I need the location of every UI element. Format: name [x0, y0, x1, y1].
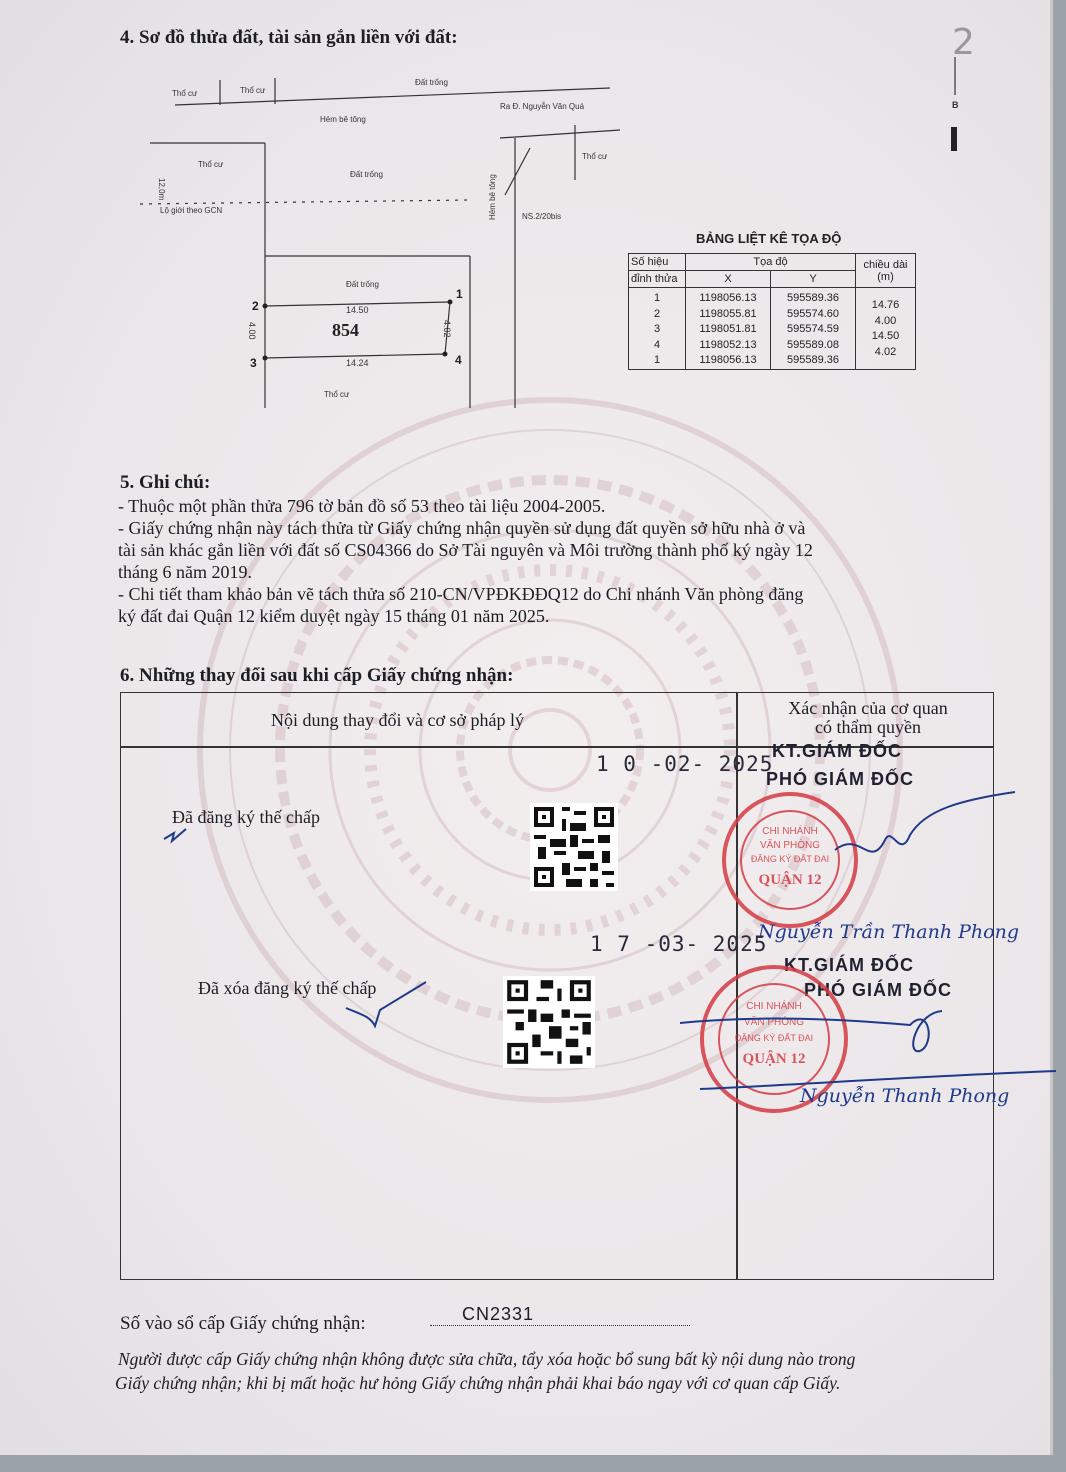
- map-label-dat-trong-top: Đất trống: [415, 78, 448, 87]
- north-label: B: [952, 100, 959, 110]
- changes-header-authority: [763, 699, 973, 737]
- parcel-number: 854: [332, 320, 359, 340]
- authority-line-2: có thẩm quyền: [815, 717, 921, 737]
- entry-2-date: 1 7 -03- 2025: [590, 932, 768, 956]
- table-cell: 595589.08: [787, 338, 839, 351]
- changes-header-content: Nội dung thay đổi và cơ sở pháp lý: [271, 710, 525, 730]
- footer-warning-2: Giấy chứng nhận; khi bị mất hoặc hư hỏng Giấy chứng nhận phải khai báo ngay với cơ quan cấp Giấy.: [115, 1373, 841, 1393]
- map-edge-left: 4.00: [247, 322, 257, 340]
- qr-code-icon: [530, 803, 618, 891]
- vertex-2: 2: [252, 299, 259, 313]
- table-cell: 595574.59: [787, 323, 839, 335]
- table-cell: 14.50: [871, 330, 900, 342]
- qr-code-icon: [503, 976, 595, 1068]
- table-cell: 1198052.13: [699, 338, 757, 351]
- seal-text: QUẬN 12: [758, 872, 822, 888]
- coord-col-x: [686, 288, 771, 370]
- table-cell: 1198055.81: [699, 307, 757, 320]
- map-edge-top: 14.50: [346, 305, 369, 315]
- section-4-title: 4. Sơ đồ thửa đất, tài sản gắn liền với đất:: [120, 27, 458, 48]
- map-label-tho-cu-2: Thổ cư: [240, 86, 266, 95]
- seal-text: QUẬN 12: [742, 1051, 806, 1067]
- table-cell: 4.02: [874, 345, 897, 358]
- check-mark-icon: [340, 980, 430, 1030]
- map-edge-right: 4.02: [442, 320, 452, 338]
- check-mark-icon: [160, 825, 200, 849]
- note-line: tháng 6 năm 2019.: [118, 562, 252, 582]
- table-cell: 595589.36: [787, 354, 839, 366]
- section-6-title: 6. Những thay đổi sau khi cấp Giấy chứng nhận:: [120, 665, 514, 686]
- seal-text: ĐĂNG KÝ ĐẤT ĐAI: [750, 854, 830, 864]
- register-number-value: CN2331: [462, 1304, 535, 1324]
- map-label-tho-cu-left: Thổ cư: [198, 160, 224, 169]
- coord-col-id: [629, 288, 686, 370]
- vertex-4: 4: [455, 353, 462, 367]
- table-cell: 595589.36: [787, 292, 839, 304]
- vertex-3: 3: [250, 356, 257, 370]
- coord-header-x: X: [686, 271, 771, 288]
- map-label-tho-cu-bottom: Thổ cư: [324, 390, 350, 399]
- authority-line-1: Xác nhận của cơ quan: [788, 698, 948, 718]
- entry-1-kt: KT.GIÁM ĐỐC: [772, 741, 902, 761]
- table-cell: 595574.60: [787, 307, 839, 320]
- table-cell: 1: [653, 354, 661, 366]
- table-cell: 3: [653, 323, 661, 335]
- seal-text: VĂN PHÒNG: [743, 1017, 804, 1028]
- table-cell: 4.00: [874, 314, 897, 327]
- vertex-1: 1: [456, 287, 463, 301]
- entry-2-signer: Nguyễn Thanh Phong: [800, 1085, 1010, 1107]
- coord-col-y: [771, 288, 856, 370]
- table-cell: 2: [653, 307, 661, 320]
- map-label-ra-duong: Ra Đ. Nguyễn Văn Quá: [500, 102, 585, 111]
- map-label-width: 12,0m: [157, 178, 166, 201]
- signature-scribble-icon: [830, 790, 1020, 880]
- note-line: - Thuộc một phần thửa 796 tờ bản đồ số 53 theo tài liệu 2004-2005.: [118, 496, 606, 516]
- signature-scribble-icon: [680, 985, 1060, 1095]
- entry-1-role: PHÓ GIÁM ĐỐC: [766, 769, 915, 789]
- register-number-line: [430, 1325, 690, 1326]
- entry-1-signer: Nguyễn Trần Thanh Phong: [758, 921, 1020, 943]
- map-label-dat-trong-mid: Đất trống: [350, 170, 383, 179]
- map-label-dat-trong-low: Đất trống: [346, 280, 379, 289]
- entry-2-role: PHÓ GIÁM ĐỐC: [804, 980, 953, 1000]
- map-edge-bottom: 14.24: [346, 358, 369, 368]
- entry-2-kt: KT.GIÁM ĐỐC: [784, 955, 914, 975]
- coord-header-chieu-dai: [856, 254, 916, 288]
- table-cell: 1: [653, 292, 661, 304]
- note-line: tài sản khác gắn liền với đất số CS04366 do Sở Tài nguyên và Môi trường thành phố ký ngày 12: [118, 540, 813, 560]
- table-cell: 1198051.81: [699, 323, 757, 335]
- coord-header-y: Y: [771, 271, 856, 288]
- coord-table-title: BẢNG LIỆT KÊ TỌA ĐỘ: [696, 231, 842, 246]
- map-label-hem-side: Hẻm bê tông: [488, 174, 497, 220]
- parcel-map: [140, 70, 620, 410]
- coord-col-length: [856, 288, 916, 370]
- map-label-ns: NS.2/20bis: [522, 212, 562, 221]
- coord-header-unit: (m): [877, 270, 894, 283]
- coord-header-so-hieu: Số hiệu: [629, 254, 686, 271]
- notes-block: [118, 495, 998, 627]
- seal-text: ĐĂNG KÝ ĐẤT ĐAI: [734, 1033, 814, 1043]
- register-number-label: Số vào sổ cấp Giấy chứng nhận:: [120, 1313, 366, 1334]
- map-label-tho-cu-1: Thổ cư: [172, 89, 198, 98]
- table-cell: 1198056.13: [699, 292, 757, 304]
- seal-text: VĂN PHÒNG: [759, 840, 820, 851]
- entry-1-content: Đã đăng ký thế chấp: [172, 807, 320, 827]
- section-5-title: 5. Ghi chú:: [120, 472, 211, 493]
- note-line: - Giấy chứng nhận này tách thửa từ Giấy chứng nhận quyền sử dụng đất quyền sở hữu nhà ở và: [118, 518, 806, 538]
- map-label-lo-gioi: Lộ giới theo GCN: [160, 206, 223, 215]
- page-number-mark: 2: [952, 22, 975, 63]
- coord-header-chieu-dai-text: chiều dài: [863, 258, 908, 271]
- coord-header-toa-do: Tọa độ: [686, 254, 856, 271]
- seal-text: CHI NHÁNH: [762, 826, 818, 837]
- note-line: - Chi tiết tham khảo bản vẽ tách thửa số 210-CN/VPĐKĐĐQ12 do Chi nhánh Văn phòng đăng: [118, 584, 804, 604]
- table-cell: 14.76: [871, 299, 900, 311]
- table-cell: 1198056.13: [699, 354, 757, 366]
- note-line: ký đất đai Quận 12 kiểm duyệt ngày 15 tháng 01 năm 2025.: [118, 606, 550, 626]
- map-label-hem-be-tong: Hẻm bê tông: [320, 115, 366, 124]
- coordinate-table: [628, 253, 916, 370]
- table-cell: 4: [653, 338, 661, 351]
- map-label-tho-cu-right: Thổ cư: [582, 152, 608, 161]
- coord-header-dinh-thua: đỉnh thửa: [629, 271, 686, 288]
- entry-1-date: 1 0 -02- 2025: [596, 752, 774, 776]
- entry-2-content: Đã xóa đăng ký thế chấp: [198, 978, 377, 998]
- footer-warning-1: Người được cấp Giấy chứng nhận không được sửa chữa, tẩy xóa hoặc bổ sung bất kỳ nội dung nào trong: [118, 1349, 856, 1369]
- seal-text: CHI NHÁNH: [746, 1001, 802, 1012]
